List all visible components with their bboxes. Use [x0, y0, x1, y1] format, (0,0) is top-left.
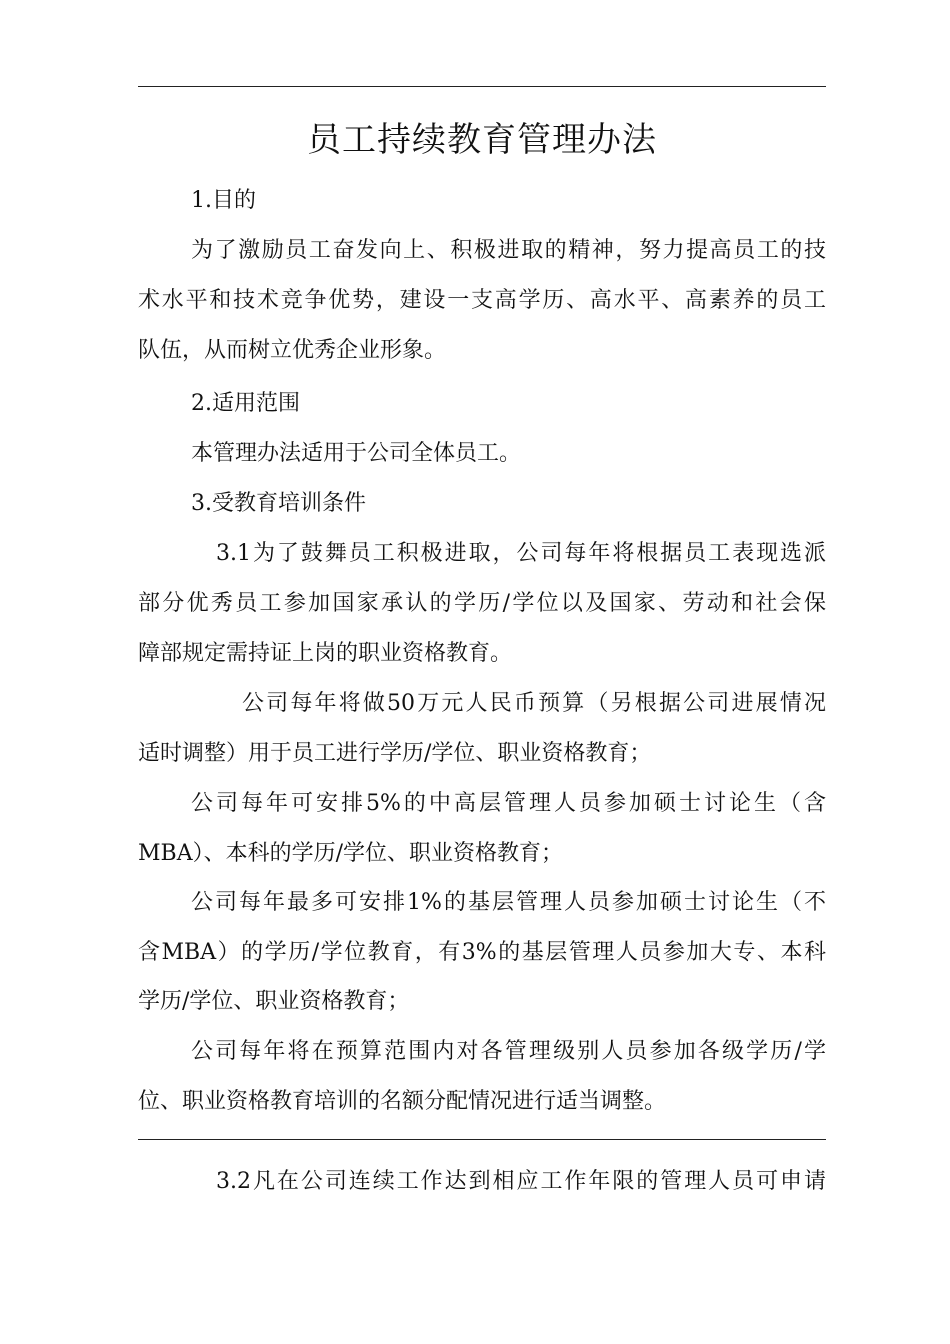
paragraph-line: 位、职业资格教育培训的名额分配情况进行适当调整。 — [138, 1089, 667, 1114]
paragraph-line: 术水平和技术竞争优势，建设一支高学历、高水平、高素养的员工 — [138, 288, 826, 313]
paragraph-line: 本管理办法适用于公司全体员工。 — [191, 441, 522, 466]
paragraph-line: 队伍，从而树立优秀企业形象。 — [138, 338, 447, 363]
paragraph-line: 含MBA）的学历/学位教育，有3%的基层管理人员参加大专、本科 — [138, 940, 826, 965]
paragraph-line: 为了激励员工奋发向上、积极进取的精神，努力提高员工的技 — [191, 238, 826, 263]
paragraph-line: MBA）、本科的学历/学位、职业资格教育； — [138, 841, 563, 866]
paragraph-line: 3.1为了鼓舞员工积极进取，公司每年将根据员工表现选派 — [216, 541, 826, 566]
paragraph-line: 公司每年将在预算范围内对各管理级别人员参加各级学历/学 — [191, 1039, 826, 1064]
paragraph-line: 公司每年最多可安排1%的基层管理人员参加硕士讨论生（不 — [191, 890, 826, 915]
paragraph-line: 适时调整）用于员工进行学历/学位、职业资格教育； — [138, 741, 652, 766]
section-heading-purpose: 1.目的 — [191, 188, 256, 213]
paragraph-line: 公司每年可安排5%的中高层管理人员参加硕士讨论生（含 — [191, 791, 826, 816]
paragraph-line: 部分优秀员工参加国家承认的学历/学位以及国家、劳动和社会保 — [138, 591, 826, 616]
document-title: 员工持续教育管理办法 — [307, 120, 657, 160]
section-heading-conditions: 3.受教育培训条件 — [191, 491, 366, 516]
paragraph-line: 3.2凡在公司连续工作达到相应工作年限的管理人员可申请 — [216, 1169, 826, 1194]
paragraph-line: 公司每年将做50万元人民币预算（另根据公司进展情况 — [242, 691, 826, 716]
section-heading-scope: 2.适用范围 — [191, 391, 300, 416]
page-break-rule — [138, 1139, 826, 1140]
paragraph-line: 障部规定需持证上岗的职业资格教育。 — [138, 641, 513, 666]
header-rule — [138, 86, 826, 87]
paragraph-line: 学历/学位、职业资格教育； — [138, 989, 410, 1014]
